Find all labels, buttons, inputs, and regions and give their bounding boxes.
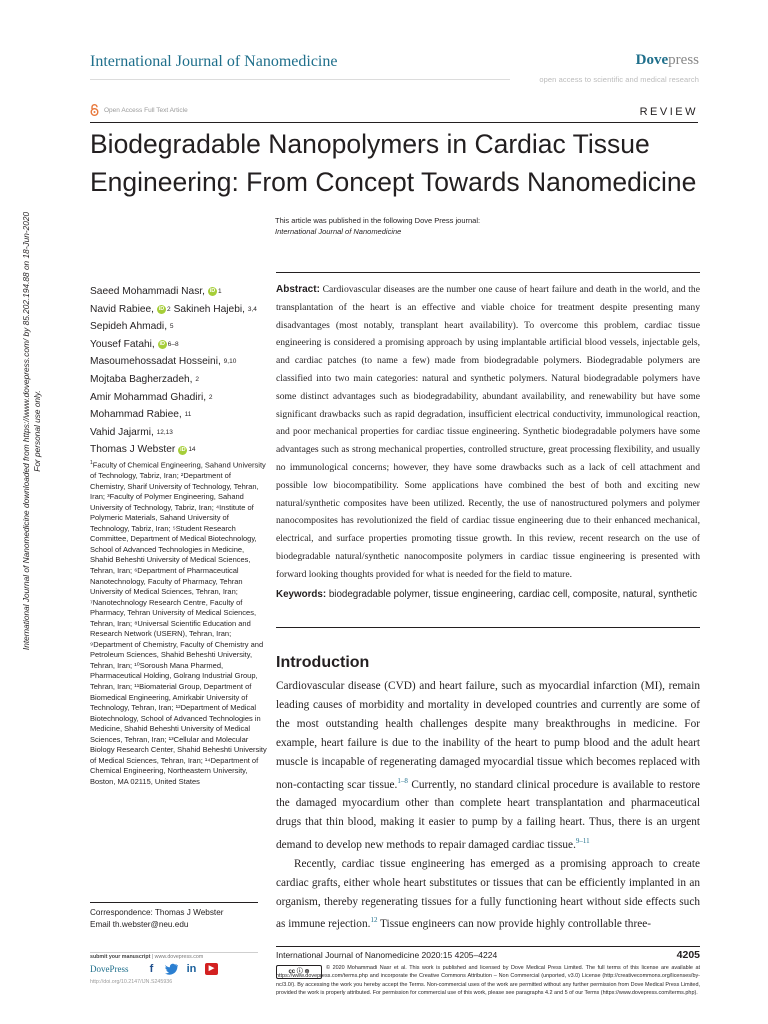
submit-url: | www.dovepress.com (150, 954, 204, 960)
author-name[interactable]: Amir Mohammad Ghadiri, (90, 391, 207, 403)
author (90, 424, 270, 442)
dovepress-footer-logo[interactable]: DovePress (90, 964, 129, 974)
author (90, 353, 270, 371)
publication-note (275, 215, 480, 237)
citation-ref[interactable]: 12 (370, 916, 378, 925)
publisher-logo-rest: press (668, 52, 699, 68)
author (90, 301, 270, 319)
introduction-heading: Introduction (276, 654, 370, 671)
abstract (276, 281, 700, 584)
download-side-note (21, 176, 42, 686)
publisher-tagline: open access to scientific and medical research (539, 75, 699, 84)
header-divider (90, 79, 510, 80)
twitter-bird-icon (165, 963, 178, 975)
affiliation-marker: 9,10 (223, 358, 237, 366)
author (90, 318, 270, 336)
affiliation-marker: 2 (195, 375, 199, 383)
affiliation-marker: 2 (208, 393, 213, 401)
intro-p2-text-a: Recently, cardiac tissue engineering has emerged as a promising approach to create cardiac grafts, either whole heart substitutes or tissues that can be efficiently implanted in an organism, thereby regenerating tissues for a fully functioning heart without side effects such as immune rejection. (276, 857, 700, 931)
author-name[interactable]: Navid Rabiee, (90, 303, 154, 315)
citation-ref[interactable]: 9–11 (575, 837, 590, 846)
abstract-text: Cardiovascular diseases are the number one cause of heart failure and death in the world, and the transplantation of the heart is an effective and viable choice for treatment despite presenting many disadvantages (most notably, transplant heart availability). To overcome this problem, cardiac tissue engineering is considered a promising approach by using implantable artificial blood vessels, injectable gels, and cardiac patches (to name a few) made from biodegradable polymers. Biodegradable polymers are classified into two main categories: natural and synthetic polymers. Natural biodegradable polymers have some distinct advantages such as biodegradability, abundant availability, and renewability but have some significant drawbacks such as rapid degradation, insufficient electrical conductivity, immunological reaction, and poor mechanical properties for cardiac tissue engineering. Synthetic biodegradable polymers have some advantages such as strong mechanical properties, controlled structure, great processing flexibility, and usually no immunological concerns; however, they have some drawbacks such as a lack of cell attachment and possible low biocompatibility. Some applications have combined the best of both and exciting new natural/synthetic composites have been utilized. Recently, the use of nanostructured polymers and polymer nanocomposites has revolutionized the field of cardiac tissue engineering due to their enhanced mechanical, electrical, and surface properties promoting tissue growth. In this review, recent research on the use of biodegradable natural/synthetic nanocomposite polymers in cardiac tissue engineering is presented with forward looking thoughts provided for what is needed for the field to mature. (276, 284, 700, 580)
citation-ref[interactable]: 1–8 (397, 776, 408, 785)
abstract-label: Abstract: (276, 284, 320, 295)
keywords-text: biodegradable polymer, tissue engineering, cardiac cell, composite, natural, synthetic (328, 589, 697, 600)
correspondence-divider (90, 902, 258, 903)
intro-paragraph-1 (276, 677, 700, 855)
orcid-icon[interactable]: iD (180, 446, 186, 453)
introduction-body (276, 677, 700, 934)
affiliation-marker: 12,13 (156, 428, 173, 436)
doi-link[interactable]: http://doi.org/10.2147/IJN.S245936 (90, 979, 173, 985)
intro-p1-text-b: Currently, no standard clinical procedure is available to restore the damaged myocardium other than complete heart transplantation and pharmaceutical drugs that thin blood, making it easier to pump by a failing heart. Thus, there is an urgent demand to develop new methods to repair damaged cardiac tissue. (276, 778, 701, 851)
affiliation-marker: 11 (184, 411, 192, 419)
personal-use-note: For personal use only. (32, 390, 42, 472)
submit-manuscript-link[interactable] (90, 954, 203, 960)
author-name[interactable]: Mohammad Rabiee, (90, 409, 182, 421)
intro-p1-text-a: Cardiovascular disease (CVD) and heart failure, such as myocardial infarction (MI), remain leading causes of morbidity and mortality in developed countries and currently are some of the most outstanding health challenges despite many breakthroughs in medicine. For example, heart failure is due to the inability of the heart to pump blood and the adult heart muscle is incapable of regenerating damaged myocardial tissue which becomes replaced with non-contacting scar tissue. (276, 680, 700, 791)
facebook-icon[interactable]: f (149, 963, 154, 975)
affiliation-marker: 6–8 (167, 340, 179, 348)
author (90, 406, 270, 424)
author-name[interactable]: Mojtaba Bagherzadeh, (90, 373, 193, 385)
intro-p2-text-b: Tissue engineers can now provide highly controllable three- (377, 918, 652, 931)
author (90, 389, 270, 407)
author (90, 336, 270, 354)
twitter-icon[interactable] (165, 963, 178, 975)
social-links (145, 963, 218, 975)
orcid-icon[interactable]: iD (159, 341, 166, 348)
journal-name[interactable]: International Journal of Nanomedicine (90, 53, 338, 70)
footer-left-divider (90, 952, 258, 953)
author-name[interactable]: Saeed Mohammadi Nasr, (90, 286, 205, 297)
orcid-icon[interactable]: iD (158, 305, 165, 312)
orcid-icon[interactable]: iD (209, 288, 216, 295)
author (90, 283, 270, 301)
open-access-label: Open Access Full Text Article (104, 106, 188, 114)
correspondence (90, 907, 224, 931)
footer-citation: International Journal of Nanomedicine 2020:15 4205–4224 (276, 950, 498, 960)
affiliations (90, 458, 268, 787)
abstract-top-divider (276, 272, 700, 273)
affiliation-marker: 14 (188, 446, 196, 454)
keywords-label: Keywords: (276, 589, 327, 600)
affiliations-text: Faculty of Chemical Engineering, Sahand University of Technology, Tabriz, Iran; ²Department of Chemistry, Sharif University of Technology, Tehran, Iran; ³Faculty of Polymer Engineering, Sahand University of Technology, Tabriz, Iran; ⁴Institute of Polymeric Materials, Sahand University of Technology, Tabriz, Iran; ⁵Student Research Committee, Department of Medical Biotechnology, School of Advanced Technologies in Medicine, Shahid Beheshti University of Medical Sciences, Tehran, Iran; ⁶Department of Pharmaceutical Nanotechnology, Faculty of Pharmacy, Tehran University of Medical Sciences, Tehran, Iran; ⁷Nanotechnology Research Centre, Faculty of Pharmacy, Tehran University of Medical Sciences, Tehran, Iran; ⁸Universal Scientific Education and Research Network (USERN), Tehran, Iran; ⁹Department of Chemistry, Faculty of Chemistry and Petroleum Sciences, Shahid Beheshti University, Tehran, Iran; ¹⁰Soroush Mana Pharmed, Pharmaceutical Holding, Golrang Industrial Group, Tehran, Iran; ¹¹Biomaterial Group, Department of Biomedical Engineering, Amirkabir University of Technology, Tehran, Iran; ¹²Department of Medical Biotechnology, School of Advanced Technologies in Medicine, Shahid Beheshti University of Medical Sciences, Tehran, Iran; ¹³Cellular and Molecular Biology Research Center, Shahid Beheshti University of Medical Sciences, Tehran, Iran; ¹⁴Department of Chemical Engineering, Northeastern University, Boston, MA 02115, United States (90, 460, 267, 786)
linkedin-icon[interactable]: in (186, 963, 197, 975)
article-type: REVIEW (639, 106, 698, 118)
open-access-badge (90, 104, 188, 116)
submit-label: submit your manuscript (90, 954, 151, 960)
title-divider (90, 122, 698, 123)
publisher-logo-main: Dove (635, 52, 669, 68)
correspondence-email[interactable]: Email th.webster@neu.edu (90, 920, 189, 929)
author (90, 441, 270, 459)
affiliation-marker: 1 (217, 288, 222, 295)
author-name[interactable]: Yousef Fatahi, (90, 338, 155, 350)
open-access-lock-icon (90, 104, 99, 116)
publication-note-line: This article was published in the following Dove Press journal: (275, 216, 481, 225)
footer-right-divider (276, 946, 700, 947)
author-name[interactable]: Vahid Jajarmi, (90, 426, 154, 438)
affiliation-first-marker: 1 (90, 460, 93, 466)
affiliation-marker: 5 (169, 323, 174, 331)
youtube-icon[interactable]: ▶ (205, 963, 218, 975)
keywords-divider (276, 627, 700, 628)
publisher-logo[interactable] (636, 52, 699, 69)
keywords (276, 586, 700, 603)
correspondence-name: Correspondence: Thomas J Webster (90, 908, 224, 917)
affiliation-marker: 3,4 (247, 305, 257, 313)
author-name[interactable]: Sakineh Hajebi, (173, 303, 245, 315)
page-number: 4205 (676, 949, 700, 961)
author-name[interactable]: Masoumehossadat Hosseini, (90, 356, 221, 368)
license-text: © 2020 Mohammadi Nasr et al. This work is published and licensed by Dove Medical Press Limited. The full terms of this license are available at https://www.dovepress.com/terms.php and incorporate the Creative Commons Attribution – Non Commercial (unported, v3.0) License (http://creativecommons.org/licenses/by-nc/3.0/). By accessing the work you hereby accept the Terms. Non-commercial uses of the work are permitted without any further permission from Dove Medical Press Limited, provided the work is properly attributed. For permission for commercial use of this work, please see paragraphs 4.2 and 5 of our Terms (https://www.dovepress.com/terms.php). (276, 965, 700, 996)
author-name[interactable]: Sepideh Ahmadi, (90, 321, 168, 333)
author-name[interactable]: Thomas J Webster (90, 444, 176, 456)
cc-license-icon[interactable]: cc ⓘ ⊜ (276, 965, 322, 979)
intro-paragraph-2 (276, 855, 700, 934)
author (90, 371, 270, 389)
article-title: Biodegradable Nanopolymers in Cardiac Tissue Engineering: From Concept Towards Nanomedicine (90, 129, 697, 197)
download-info[interactable]: International Journal of Nanomedicine downloaded from https://www.dovepress.com/ by 85.202.194.88 on 18-Jun-2020 (21, 211, 31, 651)
author-list (90, 283, 270, 459)
publication-note-journal: International Journal of Nanomedicine (275, 227, 402, 236)
affiliation-marker: 2 (167, 305, 171, 313)
